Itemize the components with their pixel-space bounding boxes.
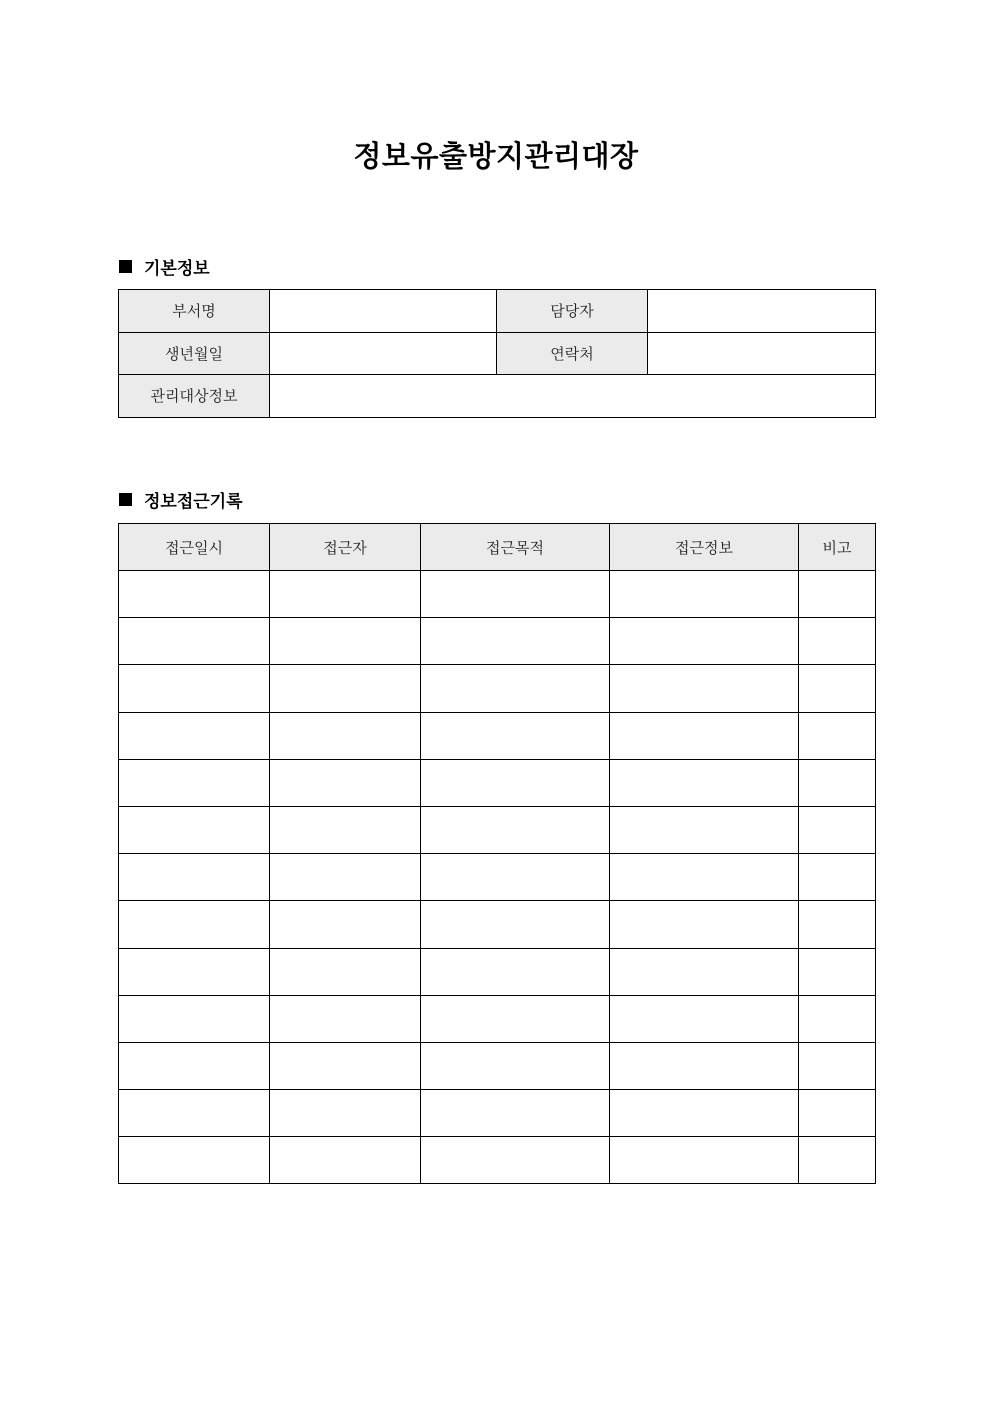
access-datetime-cell[interactable] [119, 665, 270, 712]
access-info-cell[interactable] [610, 759, 799, 806]
access-info-cell[interactable] [610, 901, 799, 948]
access-info-cell[interactable] [610, 948, 799, 995]
table-row [119, 1042, 876, 1089]
remarks-cell[interactable] [799, 995, 876, 1042]
accessor-cell[interactable] [270, 571, 421, 618]
accessor-cell[interactable] [270, 995, 421, 1042]
access-info-cell[interactable] [610, 1090, 799, 1137]
access-purpose-cell[interactable] [421, 901, 610, 948]
table-row [119, 665, 876, 712]
access-purpose-cell[interactable] [421, 854, 610, 901]
access-datetime-cell[interactable] [119, 901, 270, 948]
column-header-access-purpose: 접근목적 [421, 524, 610, 571]
access-datetime-cell[interactable] [119, 995, 270, 1042]
section-heading-access-records [119, 487, 243, 512]
basic-info-table [118, 289, 876, 418]
access-datetime-cell[interactable] [119, 854, 270, 901]
access-info-cell[interactable] [610, 712, 799, 759]
birthdate-field[interactable] [270, 332, 497, 375]
remarks-cell[interactable] [799, 712, 876, 759]
table-row [119, 618, 876, 665]
square-bullet-icon [119, 260, 132, 273]
accessor-cell[interactable] [270, 712, 421, 759]
remarks-cell[interactable] [799, 1090, 876, 1137]
access-purpose-cell[interactable] [421, 665, 610, 712]
table-row [119, 571, 876, 618]
remarks-cell[interactable] [799, 854, 876, 901]
accessor-cell[interactable] [270, 854, 421, 901]
table-row [119, 1137, 876, 1184]
accessor-cell[interactable] [270, 948, 421, 995]
remarks-cell[interactable] [799, 948, 876, 995]
table-row [119, 712, 876, 759]
accessor-cell[interactable] [270, 618, 421, 665]
table-row [119, 806, 876, 853]
remarks-cell[interactable] [799, 806, 876, 853]
remarks-cell[interactable] [799, 1137, 876, 1184]
managed-info-field[interactable] [270, 375, 876, 418]
table-row [119, 375, 876, 418]
table-row [119, 1090, 876, 1137]
manager-label: 담당자 [497, 290, 648, 333]
access-purpose-cell[interactable] [421, 1042, 610, 1089]
access-datetime-cell[interactable] [119, 806, 270, 853]
access-datetime-cell[interactable] [119, 618, 270, 665]
accessor-cell[interactable] [270, 806, 421, 853]
accessor-cell[interactable] [270, 1042, 421, 1089]
table-row [119, 759, 876, 806]
access-datetime-cell[interactable] [119, 1137, 270, 1184]
square-bullet-icon [119, 493, 132, 506]
document-title: 정보유출방지관리대장 [353, 139, 639, 173]
access-purpose-cell[interactable] [421, 806, 610, 853]
access-info-cell[interactable] [610, 1137, 799, 1184]
access-datetime-cell[interactable] [119, 712, 270, 759]
access-purpose-cell[interactable] [421, 712, 610, 759]
accessor-cell[interactable] [270, 1090, 421, 1137]
access-info-cell[interactable] [610, 665, 799, 712]
column-header-access-info: 접근정보 [610, 524, 799, 571]
access-info-cell[interactable] [610, 995, 799, 1042]
department-field[interactable] [270, 290, 497, 333]
accessor-cell[interactable] [270, 665, 421, 712]
access-info-cell[interactable] [610, 571, 799, 618]
access-info-cell[interactable] [610, 854, 799, 901]
access-datetime-cell[interactable] [119, 1090, 270, 1137]
manager-field[interactable] [648, 290, 876, 333]
remarks-cell[interactable] [799, 618, 876, 665]
contact-field[interactable] [648, 332, 876, 375]
remarks-cell[interactable] [799, 571, 876, 618]
contact-label: 연락처 [497, 332, 648, 375]
accessor-cell[interactable] [270, 759, 421, 806]
access-info-cell[interactable] [610, 806, 799, 853]
access-purpose-cell[interactable] [421, 1137, 610, 1184]
table-row [119, 290, 876, 333]
table-row [119, 854, 876, 901]
birthdate-label: 생년월일 [119, 332, 270, 375]
column-header-accessor: 접근자 [270, 524, 421, 571]
access-datetime-cell[interactable] [119, 759, 270, 806]
table-header-row [119, 524, 876, 571]
section-heading-label: 기본정보 [144, 259, 210, 279]
section-heading-label: 정보접근기록 [144, 492, 243, 512]
remarks-cell[interactable] [799, 901, 876, 948]
accessor-cell[interactable] [270, 901, 421, 948]
remarks-cell[interactable] [799, 759, 876, 806]
remarks-cell[interactable] [799, 1042, 876, 1089]
managed-info-label: 관리대상정보 [119, 375, 270, 418]
accessor-cell[interactable] [270, 1137, 421, 1184]
table-row [119, 332, 876, 375]
table-row [119, 901, 876, 948]
column-header-access-datetime: 접근일시 [119, 524, 270, 571]
table-row [119, 995, 876, 1042]
access-purpose-cell[interactable] [421, 995, 610, 1042]
section-heading-basic-info [119, 254, 210, 279]
access-info-cell[interactable] [610, 618, 799, 665]
access-purpose-cell[interactable] [421, 1090, 610, 1137]
access-purpose-cell[interactable] [421, 618, 610, 665]
access-info-cell[interactable] [610, 1042, 799, 1089]
access-datetime-cell[interactable] [119, 571, 270, 618]
access-datetime-cell[interactable] [119, 1042, 270, 1089]
department-label: 부서명 [119, 290, 270, 333]
access-purpose-cell[interactable] [421, 759, 610, 806]
access-records-table [118, 523, 876, 1184]
access-purpose-cell[interactable] [421, 571, 610, 618]
table-row [119, 948, 876, 995]
column-header-remarks: 비고 [799, 524, 876, 571]
remarks-cell[interactable] [799, 665, 876, 712]
access-datetime-cell[interactable] [119, 948, 270, 995]
access-purpose-cell[interactable] [421, 948, 610, 995]
